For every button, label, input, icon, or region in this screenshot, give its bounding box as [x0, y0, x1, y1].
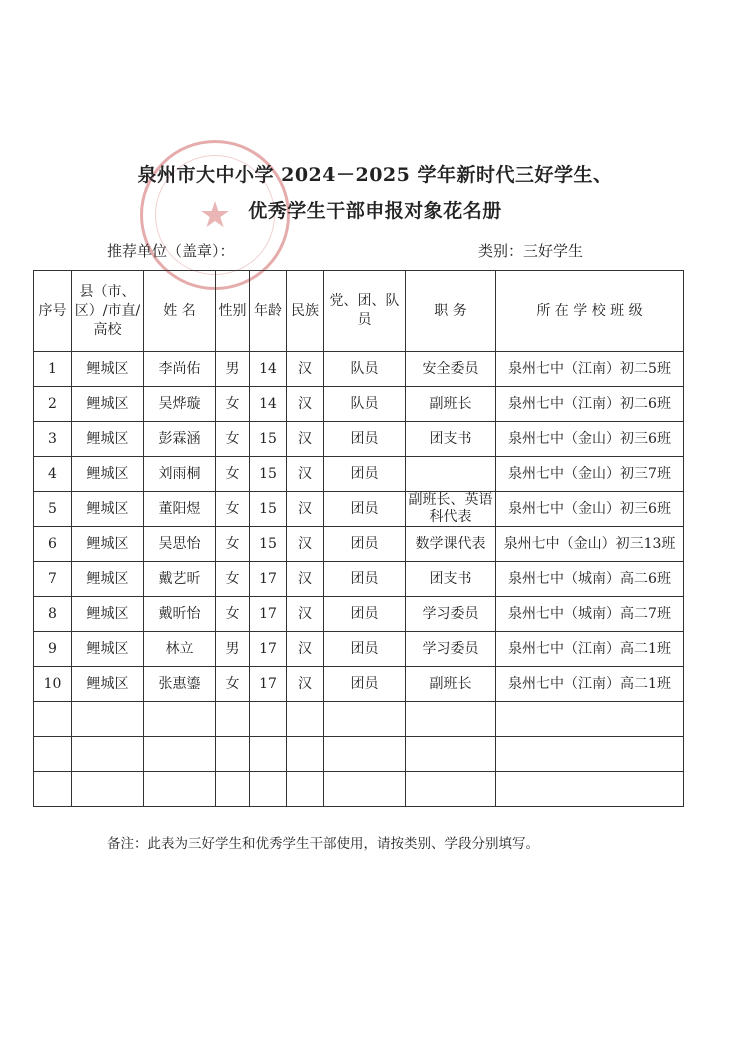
table-cell: 副班长 — [406, 387, 496, 422]
table-cell: 团员 — [324, 632, 406, 667]
header-cell: 性别 — [216, 271, 250, 352]
table-cell: 团支书 — [406, 562, 496, 597]
table-cell: 6 — [34, 527, 72, 562]
table-cell: 泉州七中（城南）高二6班 — [496, 562, 684, 597]
table-cell: 泉州七中（江南）初二5班 — [496, 352, 684, 387]
table-cell — [324, 772, 406, 807]
table-row — [34, 737, 684, 772]
table-cell — [216, 702, 250, 737]
table-cell: 鲤城区 — [72, 457, 144, 492]
table-cell: 汉 — [287, 667, 324, 702]
table-cell: 汉 — [287, 387, 324, 422]
header-cell: 县（市、区）/市直/高校 — [72, 271, 144, 352]
footnote: 备注：此表为三好学生和优秀学生干部使用，请按类别、学段分别填写。 — [107, 836, 539, 852]
table-row — [34, 772, 684, 807]
table-cell: 林立 — [144, 632, 216, 667]
table-cell — [34, 702, 72, 737]
table-cell: 女 — [216, 457, 250, 492]
table-cell: 团支书 — [406, 422, 496, 457]
table-cell — [496, 702, 684, 737]
table-cell: 15 — [250, 527, 287, 562]
table-row — [34, 352, 684, 387]
table-cell: 团员 — [324, 527, 406, 562]
table-cell: 队员 — [324, 387, 406, 422]
table-cell: 副班长 — [406, 667, 496, 702]
table-cell: 5 — [34, 492, 72, 527]
table-cell: 团员 — [324, 492, 406, 527]
table-cell: 鲤城区 — [72, 562, 144, 597]
table-cell: 汉 — [287, 457, 324, 492]
table-cell: 8 — [34, 597, 72, 632]
document-title-line2: 优秀学生干部申报对象花名册 — [248, 200, 502, 222]
table-row — [34, 702, 684, 737]
category-label: 类别：三好学生 — [478, 242, 584, 260]
table-cell: 女 — [216, 562, 250, 597]
table-cell — [216, 772, 250, 807]
table-cell: 鲤城区 — [72, 667, 144, 702]
table-row — [34, 527, 684, 562]
header-cell: 所 在 学 校 班 级 — [496, 271, 684, 352]
table-cell: 安全委员 — [406, 352, 496, 387]
table-cell — [216, 737, 250, 772]
table-cell: 鲤城区 — [72, 387, 144, 422]
table-cell: 泉州七中（江南）高二1班 — [496, 667, 684, 702]
table-cell: 泉州七中（金山）初三7班 — [496, 457, 684, 492]
table-row — [34, 387, 684, 422]
table-cell: 4 — [34, 457, 72, 492]
table-cell: 15 — [250, 422, 287, 457]
table-cell — [287, 772, 324, 807]
roster-table — [33, 270, 684, 807]
table-row — [34, 422, 684, 457]
table-cell: 团员 — [324, 562, 406, 597]
table-cell: 3 — [34, 422, 72, 457]
table-cell: 泉州七中（金山）初三6班 — [496, 492, 684, 527]
table-cell: 鲤城区 — [72, 422, 144, 457]
table-cell — [250, 702, 287, 737]
table-cell: 学习委员 — [406, 597, 496, 632]
table-cell: 队员 — [324, 352, 406, 387]
table-cell: 17 — [250, 562, 287, 597]
table-cell — [72, 737, 144, 772]
table-cell: 15 — [250, 457, 287, 492]
table-cell — [496, 737, 684, 772]
table-cell — [406, 457, 496, 492]
table-row — [34, 597, 684, 632]
table-cell: 15 — [250, 492, 287, 527]
table-cell: 戴艺昕 — [144, 562, 216, 597]
table-cell: 14 — [250, 352, 287, 387]
table-cell — [144, 772, 216, 807]
table-cell: 鲤城区 — [72, 597, 144, 632]
table-cell: 9 — [34, 632, 72, 667]
table-cell: 学习委员 — [406, 632, 496, 667]
table-cell: 17 — [250, 597, 287, 632]
table-cell: 女 — [216, 527, 250, 562]
table-cell — [406, 702, 496, 737]
table-row — [34, 667, 684, 702]
table-cell: 张惠鎏 — [144, 667, 216, 702]
table-header-row — [34, 271, 684, 352]
table-cell: 团员 — [324, 667, 406, 702]
table-cell: 汉 — [287, 352, 324, 387]
header-cell: 姓 名 — [144, 271, 216, 352]
table-cell — [250, 737, 287, 772]
table-cell — [406, 772, 496, 807]
table-cell: 团员 — [324, 457, 406, 492]
table-cell: 17 — [250, 632, 287, 667]
header-cell: 职 务 — [406, 271, 496, 352]
table-cell — [406, 737, 496, 772]
table-cell: 泉州七中（金山）初三6班 — [496, 422, 684, 457]
table-cell: 鲤城区 — [72, 632, 144, 667]
table-cell — [287, 737, 324, 772]
table-cell: 董阳煜 — [144, 492, 216, 527]
table-cell: 汉 — [287, 562, 324, 597]
table-cell: 刘雨桐 — [144, 457, 216, 492]
table-cell: 2 — [34, 387, 72, 422]
table-cell: 鲤城区 — [72, 352, 144, 387]
table-cell: 团员 — [324, 422, 406, 457]
header-cell: 序号 — [34, 271, 72, 352]
table-cell: 泉州七中（江南）初二6班 — [496, 387, 684, 422]
table-cell — [324, 702, 406, 737]
table-cell: 团员 — [324, 597, 406, 632]
table-cell: 鲤城区 — [72, 492, 144, 527]
table-cell — [34, 772, 72, 807]
table-cell: 彭霖涵 — [144, 422, 216, 457]
table-cell: 男 — [216, 632, 250, 667]
table-cell: 男 — [216, 352, 250, 387]
table-cell: 17 — [250, 667, 287, 702]
table-cell: 副班长、英语科代表 — [406, 492, 496, 527]
table-cell: 女 — [216, 667, 250, 702]
table-cell: 汉 — [287, 597, 324, 632]
table-row — [34, 562, 684, 597]
table-cell: 吴烨璇 — [144, 387, 216, 422]
header-cell: 年龄 — [250, 271, 287, 352]
table-cell: 吴思怡 — [144, 527, 216, 562]
table-cell: 女 — [216, 597, 250, 632]
table-cell: 7 — [34, 562, 72, 597]
table-cell: 汉 — [287, 632, 324, 667]
table-cell: 李尚佑 — [144, 352, 216, 387]
table-cell — [250, 772, 287, 807]
table-cell: 泉州七中（江南）高二1班 — [496, 632, 684, 667]
table-cell: 汉 — [287, 492, 324, 527]
table-cell — [72, 702, 144, 737]
seal-star-icon: ★ — [198, 195, 232, 236]
table-cell — [72, 772, 144, 807]
table-cell: 汉 — [287, 527, 324, 562]
header-cell: 民族 — [287, 271, 324, 352]
header-cell: 党、团、队员 — [324, 271, 406, 352]
table-cell: 女 — [216, 387, 250, 422]
table-row — [34, 632, 684, 667]
table-cell — [287, 702, 324, 737]
table-cell: 1 — [34, 352, 72, 387]
recommend-unit-label: 推荐单位（盖章）： — [107, 242, 235, 260]
table-cell — [144, 737, 216, 772]
table-cell: 戴昕怡 — [144, 597, 216, 632]
table-cell: 14 — [250, 387, 287, 422]
table-cell — [496, 772, 684, 807]
table-cell: 鲤城区 — [72, 527, 144, 562]
table-cell: 数学课代表 — [406, 527, 496, 562]
table-cell: 泉州七中（金山）初三13班 — [496, 527, 684, 562]
table-row — [34, 457, 684, 492]
document-title-line1: 泉州市大中小学 2024－2025 学年新时代三好学生、 — [137, 164, 613, 186]
table-cell — [324, 737, 406, 772]
table-cell: 泉州七中（城南）高二7班 — [496, 597, 684, 632]
table-cell — [144, 702, 216, 737]
table-body — [34, 352, 684, 807]
table-cell: 汉 — [287, 422, 324, 457]
table-cell: 女 — [216, 492, 250, 527]
table-cell — [34, 737, 72, 772]
table-cell: 女 — [216, 422, 250, 457]
table-row — [34, 492, 684, 527]
table-cell: 10 — [34, 667, 72, 702]
